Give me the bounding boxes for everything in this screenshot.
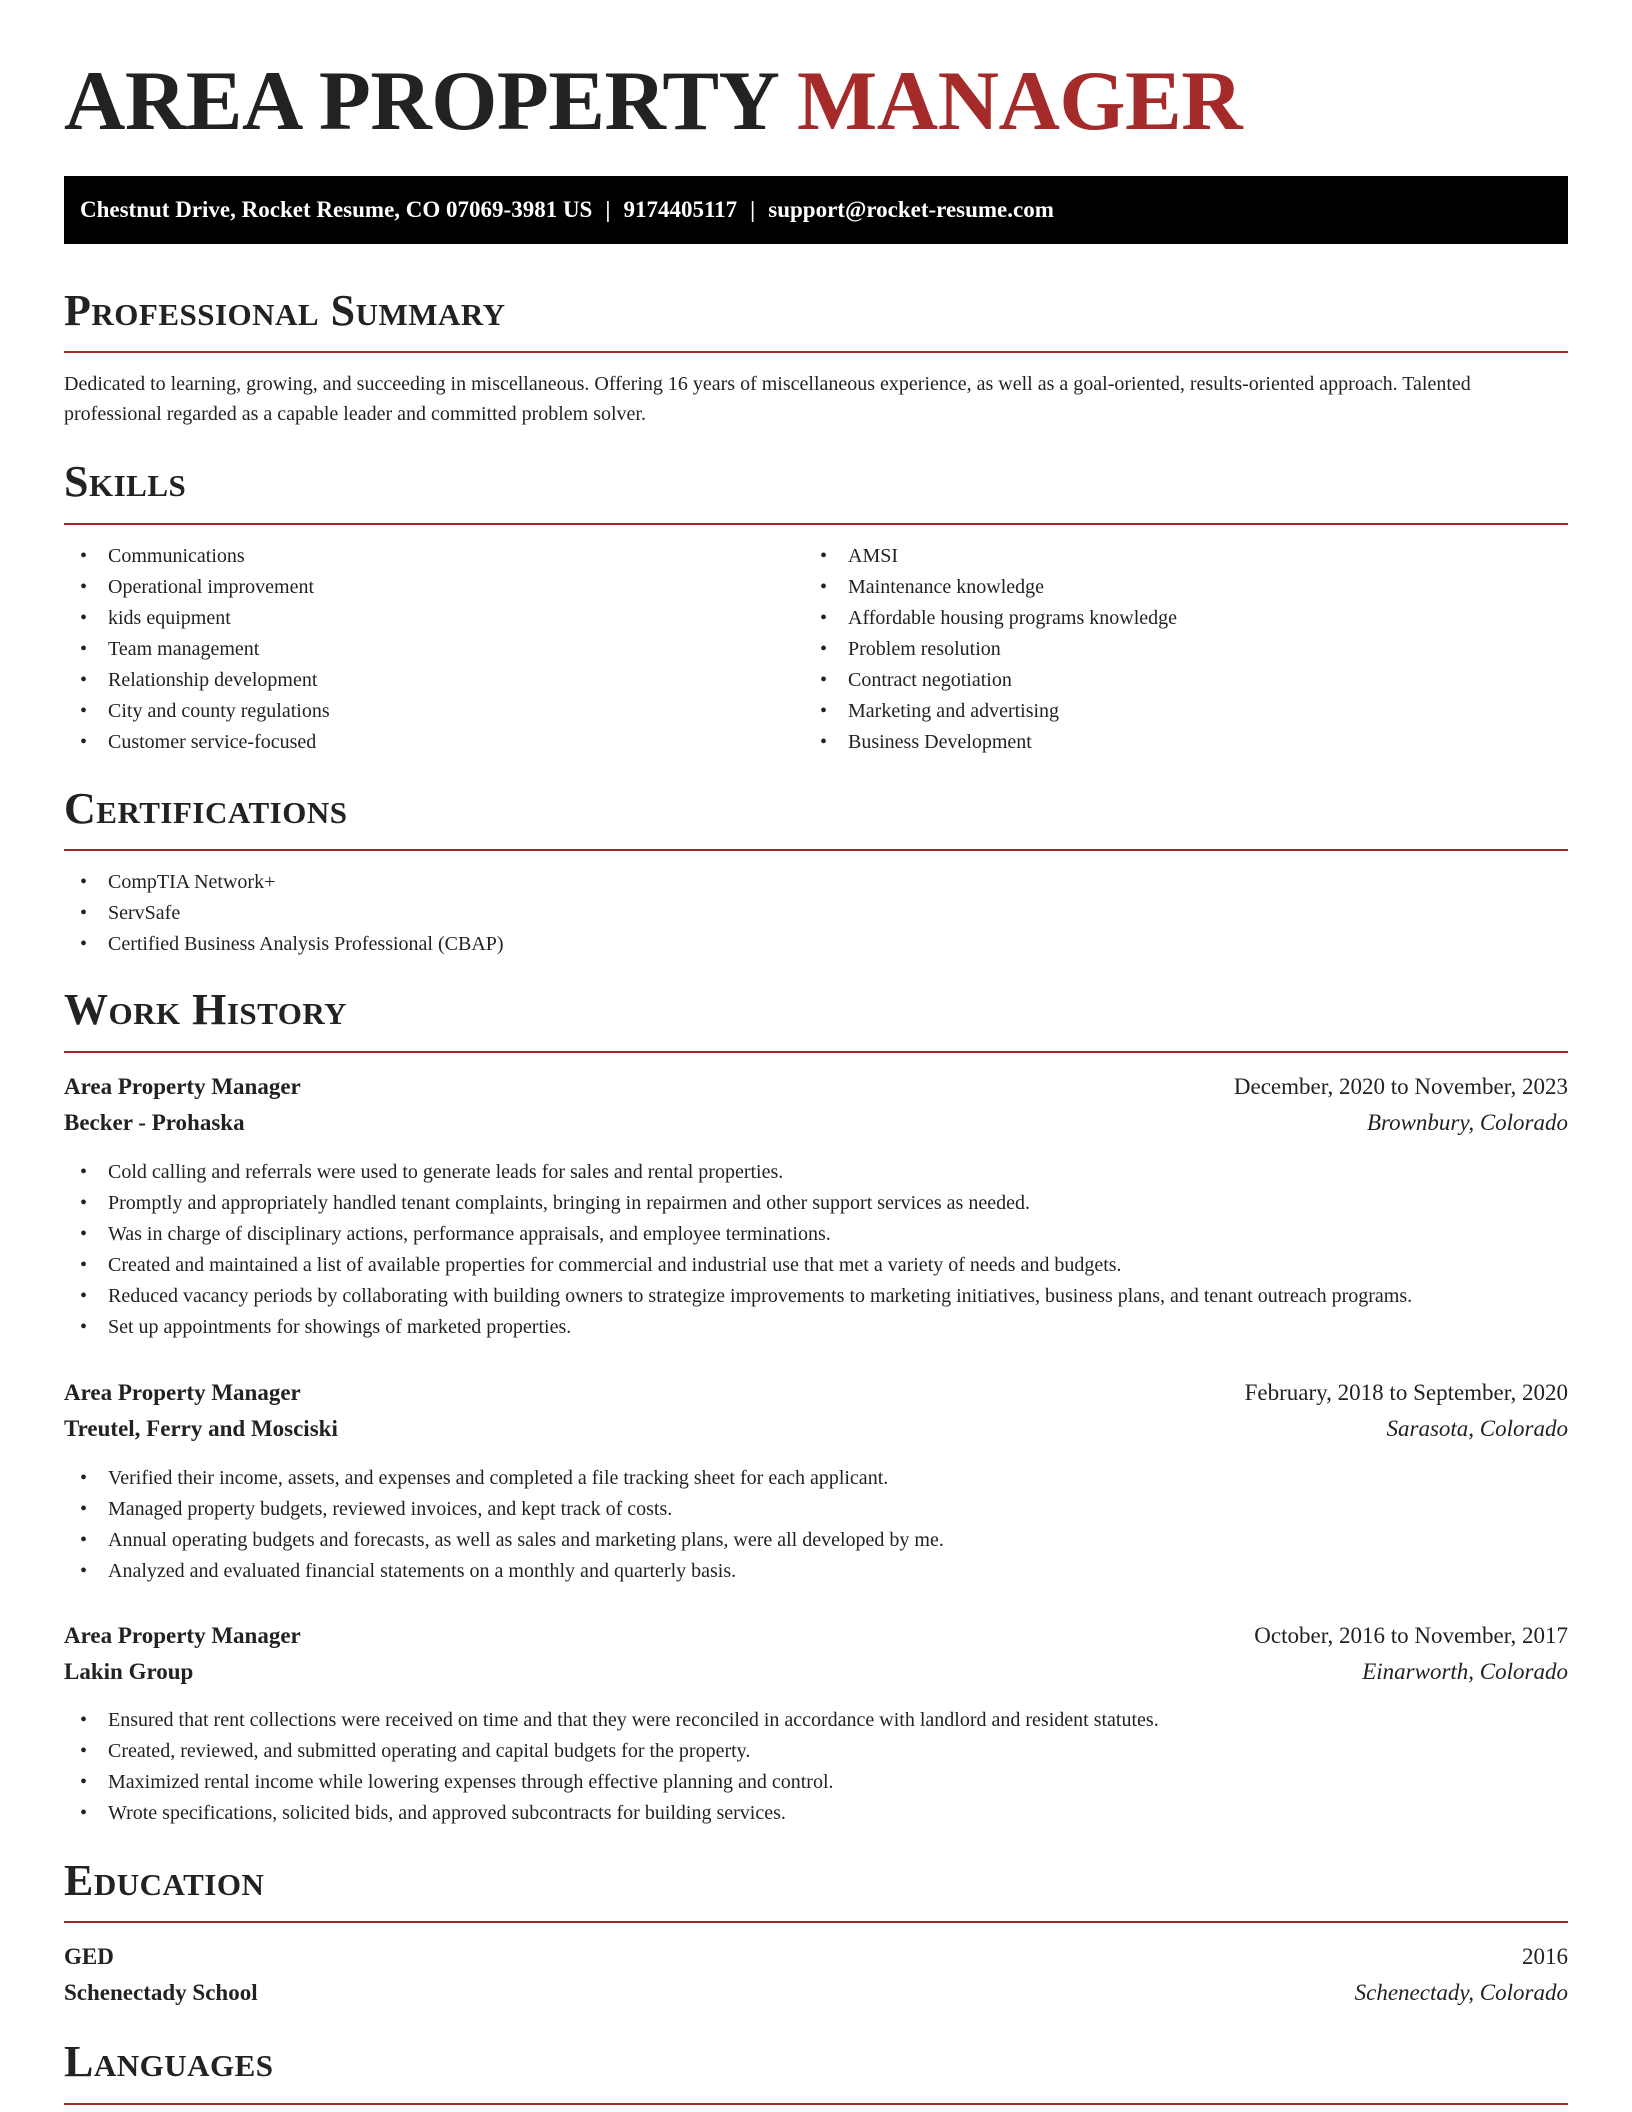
- contact-address: Chestnut Drive, Rocket Resume, CO 07069-3981 US: [80, 197, 593, 222]
- work-history-title: Work History: [64, 985, 348, 1034]
- job-company: Lakin Group: [64, 1659, 194, 1684]
- section-divider: [64, 351, 1568, 353]
- job-bullet: • Analyzed and evaluated financial statements on a monthly and quarterly basis.: [108, 1556, 1568, 1587]
- job-role: Area Property Manager: [64, 1074, 301, 1099]
- job-bullet: • Was in charge of disciplinary actions, performance appraisals, and employee terminations.: [108, 1219, 1568, 1250]
- job-bullet: • Cold calling and referrals were used to generate leads for sales and rental properties.: [108, 1157, 1568, 1188]
- skills-list-right: [804, 541, 1568, 758]
- education-degree: GED: [64, 1944, 114, 1969]
- skill-item: • AMSI: [848, 541, 1568, 572]
- job-bullet: • Promptly and appropriately handled tenant complaints, bringing in repairmen and other support services as needed.: [108, 1188, 1568, 1219]
- education-school: Schenectady School: [64, 1980, 258, 2005]
- job-dates: October, 2016 to November, 2017: [1254, 1623, 1568, 1648]
- skill-item: • kids equipment: [108, 603, 808, 634]
- job-bullet: • Annual operating budgets and forecasts, as well as sales and marketing plans, were all developed by me.: [108, 1525, 1568, 1556]
- education-title: Education: [64, 1856, 265, 1905]
- skill-item: • City and county regulations: [108, 696, 808, 727]
- job-location: Brownbury, Colorado: [1366, 1110, 1568, 1135]
- job-bullets: [64, 1705, 1568, 1829]
- education-location: Schenectady, Colorado: [1354, 1980, 1568, 2005]
- skill-item: • Relationship development: [108, 665, 808, 696]
- job-bullets: [64, 1157, 1568, 1343]
- education-subheader: [64, 1976, 1568, 2010]
- skill-item: • Affordable housing programs knowledge: [848, 603, 1568, 634]
- languages-title: Languages: [64, 2037, 274, 2086]
- job-bullet: • Set up appointments for showings of marketed properties.: [108, 1312, 1568, 1343]
- name-last: MANAGER: [797, 54, 1243, 148]
- section-divider: [64, 1051, 1568, 1053]
- job-bullet: • Maximized rental income while lowering expenses through effective planning and control.: [108, 1767, 1568, 1798]
- job-bullet: • Verified their income, assets, and expenses and completed a file tracking sheet for each applicant.: [108, 1463, 1568, 1494]
- certifications-list: [64, 867, 1568, 960]
- job-bullet: • Ensured that rent collections were received on time and that they were reconciled in accordance with landlord and resident statutes.: [108, 1705, 1568, 1736]
- job-bullets: [64, 1463, 1568, 1587]
- job-bullet: • Wrote specifications, solicited bids, and approved subcontracts for building services.: [108, 1798, 1568, 1829]
- job-location: Sarasota, Colorado: [1386, 1416, 1568, 1441]
- section-divider: [64, 523, 1568, 525]
- skill-item: • Marketing and advertising: [848, 696, 1568, 727]
- job-bullet: • Reduced vacancy periods by collaborating with building owners to strategize improvements to marketing initiatives, business plans, and tenant outreach programs.: [108, 1281, 1568, 1312]
- skill-item: • Business Development: [848, 727, 1568, 758]
- skills-list-left: [64, 541, 808, 758]
- job-subheader: [64, 1106, 1568, 1140]
- section-divider: [64, 1921, 1568, 1923]
- job-role: Area Property Manager: [64, 1623, 301, 1648]
- job-dates: December, 2020 to November, 2023: [1233, 1074, 1568, 1099]
- skills-title: Skills: [64, 457, 187, 506]
- certification-item: • Certified Business Analysis Professional (CBAP): [108, 929, 1568, 960]
- job-dates: February, 2018 to September, 2020: [1244, 1380, 1568, 1405]
- skill-item: • Team management: [108, 634, 808, 665]
- certification-item: • CompTIA Network+: [108, 867, 1568, 898]
- summary-title: Professional Summary: [64, 286, 506, 335]
- job-header: [64, 1619, 1568, 1653]
- certifications-title: Certifications: [64, 784, 348, 833]
- job-bullet: • Managed property budgets, reviewed invoices, and kept track of costs.: [108, 1494, 1568, 1525]
- education-year: 2016: [1522, 1944, 1568, 1969]
- contact-email: support@rocket-resume.com: [768, 197, 1054, 222]
- section-divider: [64, 849, 1568, 851]
- job-subheader: [64, 1655, 1568, 1689]
- skill-item: • Communications: [108, 541, 808, 572]
- skill-item: • Problem resolution: [848, 634, 1568, 665]
- job-role: Area Property Manager: [64, 1380, 301, 1405]
- contact-phone: 9174405117: [623, 197, 738, 222]
- education-header: [64, 1940, 1568, 1974]
- contact-separator: |: [605, 197, 611, 222]
- job-bullet: • Created, reviewed, and submitted operating and capital budgets for the property.: [108, 1736, 1568, 1767]
- skill-item: • Customer service-focused: [108, 727, 808, 758]
- summary-text: Dedicated to learning, growing, and succeeding in miscellaneous. Offering 16 years of miscellaneous experience, as well as a goal-oriented, results-oriented approach. Talented professional regarded as a capable leader and committed problem solver.: [64, 373, 1471, 425]
- job-header: [64, 1070, 1568, 1104]
- job-header: [64, 1376, 1568, 1410]
- job-company: Becker - Prohaska: [64, 1110, 245, 1135]
- job-company: Treutel, Ferry and Mosciski: [64, 1416, 338, 1441]
- skill-item: • Maintenance knowledge: [848, 572, 1568, 603]
- name-first: AREA PROPERTY: [64, 54, 777, 148]
- certification-item: • ServSafe: [108, 898, 1568, 929]
- contact-bar: [64, 176, 1568, 244]
- contact-separator: |: [750, 197, 756, 222]
- job-subheader: [64, 1412, 1568, 1446]
- resume-name: [64, 50, 1242, 152]
- skill-item: • Operational improvement: [108, 572, 808, 603]
- skill-item: • Contract negotiation: [848, 665, 1568, 696]
- section-divider: [64, 2103, 1568, 2105]
- job-location: Einarworth, Colorado: [1362, 1659, 1568, 1684]
- job-bullet: • Created and maintained a list of available properties for commercial and industrial use that met a variety of needs and budgets.: [108, 1250, 1568, 1281]
